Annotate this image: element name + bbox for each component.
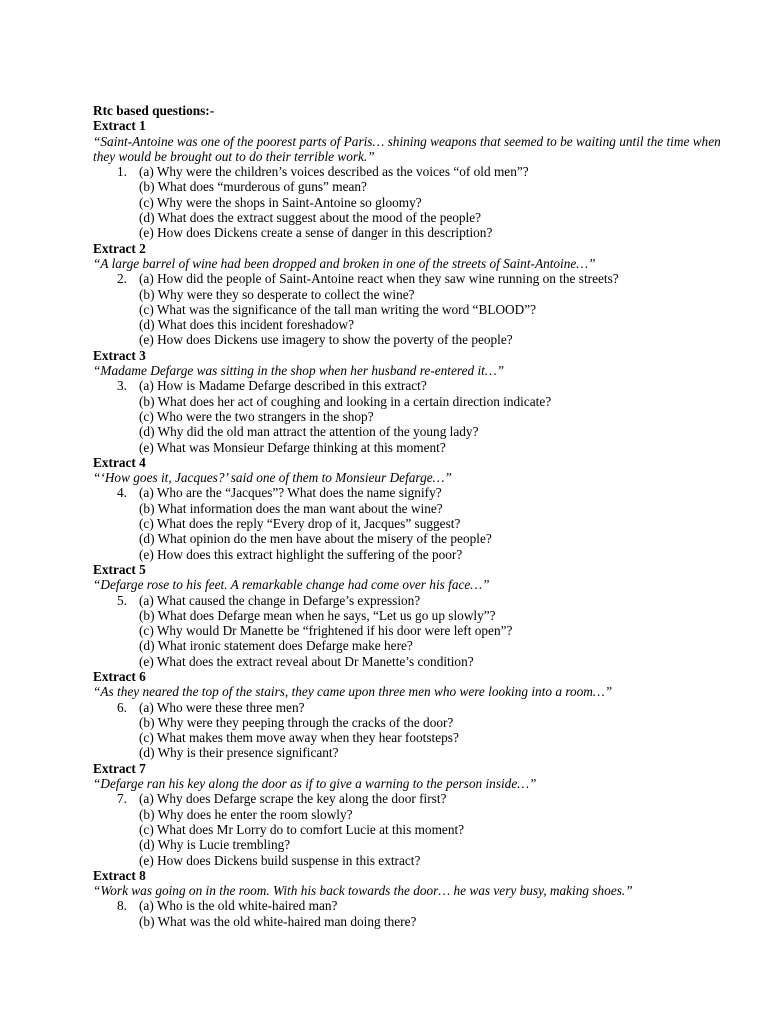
question-list — [93, 271, 723, 347]
question-text: (a) How is Madame Defarge described in this extract? — [139, 378, 427, 394]
question-number: 3. — [117, 378, 127, 394]
question-item — [93, 225, 723, 240]
extract-quote: “As they neared the top of the stairs, they came upon three men who were looking into a room…” — [93, 684, 613, 700]
question-list — [93, 378, 723, 454]
question-number: 7. — [117, 791, 127, 807]
question-list — [93, 791, 723, 867]
question-item — [93, 914, 723, 929]
question-text: (d) Why did the old man attract the attention of the young lady? — [139, 424, 479, 440]
question-item — [93, 195, 723, 210]
question-text: (a) What caused the change in Defarge’s expression? — [139, 592, 421, 608]
question-text: (b) What was the old white-haired man doing there? — [139, 913, 417, 929]
question-number-cell — [93, 654, 139, 669]
question-text: (e) What was Monsieur Defarge thinking at this moment? — [139, 439, 446, 455]
question-item — [93, 485, 723, 500]
question-text: (b) What does her act of coughing and looking in a certain direction indicate? — [139, 393, 552, 409]
question-item — [93, 898, 723, 913]
question-item — [93, 730, 723, 745]
question-item — [93, 853, 723, 868]
question-item — [93, 164, 723, 179]
question-item — [93, 179, 723, 194]
question-text: (d) Why is Lucie trembling? — [139, 837, 291, 853]
question-item — [93, 378, 723, 393]
question-item — [93, 593, 723, 608]
question-number-cell — [93, 715, 139, 730]
extract-section — [93, 761, 723, 868]
question-item — [93, 210, 723, 225]
question-text: (c) What does Mr Lorry do to comfort Lucie at this moment? — [139, 821, 465, 837]
question-item — [93, 287, 723, 302]
question-text: (b) What does Defarge mean when he says, “Let us go up slowly”? — [139, 607, 496, 623]
question-text: (b) Why were they peeping through the cracks of the door? — [139, 714, 454, 730]
question-text: (d) What ironic statement does Defarge make here? — [139, 638, 413, 654]
question-number-cell — [93, 271, 139, 286]
question-number-cell — [93, 195, 139, 210]
question-number-cell — [93, 853, 139, 868]
extract-section — [93, 118, 723, 240]
extract-quote: “Defarge ran his key along the door as if to give a warning to the person inside…” — [93, 776, 537, 792]
question-number-cell — [93, 317, 139, 332]
question-number-cell — [93, 501, 139, 516]
extract-heading: Extract 5 — [93, 561, 146, 577]
question-text: (d) What does this incident foreshadow? — [139, 317, 355, 333]
question-number-cell — [93, 623, 139, 638]
question-item — [93, 424, 723, 439]
extract-quote: “‘How goes it, Jacques?’ said one of them to Monsieur Defarge…” — [93, 470, 452, 486]
question-text: (e) How does this extract highlight the suffering of the poor? — [139, 546, 463, 562]
question-number-cell — [93, 547, 139, 562]
question-list — [93, 898, 723, 929]
question-text: (d) What does the extract suggest about the mood of the people? — [139, 210, 482, 226]
question-number: 4. — [117, 485, 127, 501]
question-text: (a) Who is the old white-haired man? — [139, 898, 338, 914]
question-number-cell — [93, 700, 139, 715]
extract-quote: “Work was going on in the room. With his back towards the door… he was very busy, making shoes.” — [93, 883, 633, 899]
question-text: (a) How did the people of Saint-Antoine react when they saw wine running on the streets? — [139, 271, 619, 287]
question-item — [93, 547, 723, 562]
question-item — [93, 516, 723, 531]
question-number-cell — [93, 225, 139, 240]
question-number-cell — [93, 593, 139, 608]
question-list — [93, 164, 723, 240]
question-number: 1. — [117, 164, 127, 180]
question-number-cell — [93, 898, 139, 913]
extract-section — [93, 669, 723, 761]
extract-quote: “Madame Defarge was sitting in the shop when her husband re-entered it…” — [93, 363, 505, 379]
question-number: 8. — [117, 898, 127, 914]
question-item — [93, 332, 723, 347]
question-number-cell — [93, 516, 139, 531]
question-item — [93, 745, 723, 760]
extract-quote: “Defarge rose to his feet. A remarkable change had come over his face…” — [93, 577, 490, 593]
document-title: Rtc based questions:- — [93, 103, 215, 118]
question-number-cell — [93, 822, 139, 837]
question-number: 6. — [117, 699, 127, 715]
question-item — [93, 715, 723, 730]
question-number-cell — [93, 485, 139, 500]
question-item — [93, 654, 723, 669]
question-item — [93, 440, 723, 455]
question-number-cell — [93, 440, 139, 455]
question-text: (b) Why does he enter the room slowly? — [139, 806, 353, 822]
question-text: (e) How does Dickens use imagery to show the poverty of the people? — [139, 332, 513, 348]
question-text: (c) What makes them move away when they hear footsteps? — [139, 730, 459, 746]
question-text: (e) What does the extract reveal about Dr Manette’s condition? — [139, 653, 474, 669]
question-item — [93, 623, 723, 638]
question-item — [93, 700, 723, 715]
extract-section — [93, 455, 723, 562]
question-item — [93, 409, 723, 424]
question-item — [93, 791, 723, 806]
extract-section — [93, 348, 723, 455]
extract-quote: “A large barrel of wine had been dropped and broken in one of the streets of Saint-Antoine…” — [93, 255, 596, 271]
question-text: (b) What information does the man want about the wine? — [139, 500, 443, 516]
question-number-cell — [93, 179, 139, 194]
question-item — [93, 317, 723, 332]
question-text: (d) What opinion do the men have about the misery of the people? — [139, 531, 492, 547]
question-text: (b) What does “murderous of guns” mean? — [139, 179, 367, 195]
question-number-cell — [93, 210, 139, 225]
question-item — [93, 638, 723, 653]
question-number-cell — [93, 807, 139, 822]
question-number: 5. — [117, 592, 127, 608]
question-item — [93, 271, 723, 286]
extract-heading: Extract 4 — [93, 454, 146, 470]
question-item — [93, 302, 723, 317]
question-number-cell — [93, 302, 139, 317]
question-text: (a) Who were these three men? — [139, 699, 305, 715]
question-number-cell — [93, 409, 139, 424]
question-number-cell — [93, 164, 139, 179]
question-text: (c) What was the significance of the tall man writing the word “BLOOD”? — [139, 301, 537, 317]
question-text: (c) Who were the two strangers in the shop? — [139, 408, 374, 424]
question-text: (a) Why were the children’s voices described as the voices “of old men”? — [139, 164, 529, 180]
question-item — [93, 394, 723, 409]
question-number-cell — [93, 531, 139, 546]
extract-section — [93, 562, 723, 669]
question-number-cell — [93, 745, 139, 760]
question-number: 2. — [117, 271, 127, 287]
question-text: (c) Why would Dr Manette be “frightened if his door were left open”? — [139, 623, 513, 639]
question-list — [93, 593, 723, 669]
question-text: (a) Who are the “Jacques”? What does the name signify? — [139, 485, 442, 501]
question-item — [93, 608, 723, 623]
question-text: (b) Why were they so desperate to collect the wine? — [139, 286, 415, 302]
question-number-cell — [93, 332, 139, 347]
question-text: (c) What does the reply “Every drop of it, Jacques” suggest? — [139, 516, 461, 532]
question-number-cell — [93, 730, 139, 745]
question-text: (e) How does Dickens build suspense in this extract? — [139, 852, 421, 868]
extract-list — [93, 118, 723, 929]
question-item — [93, 807, 723, 822]
question-item — [93, 822, 723, 837]
document-page — [93, 103, 723, 929]
question-text: (d) Why is their presence significant? — [139, 745, 339, 761]
extract-heading: Extract 8 — [93, 867, 146, 883]
extract-section — [93, 241, 723, 348]
question-number-cell — [93, 287, 139, 302]
extract-heading: Extract 1 — [93, 118, 146, 134]
question-item — [93, 501, 723, 516]
extract-quote: “Saint-Antoine was one of the poorest parts of Paris… shining weapons that seemed to be waiting until the time when they would be brought out to do their terrible work.” — [93, 133, 721, 164]
question-number-cell — [93, 791, 139, 806]
question-item — [93, 837, 723, 852]
question-number-cell — [93, 608, 139, 623]
question-list — [93, 485, 723, 561]
question-item — [93, 531, 723, 546]
extract-section — [93, 868, 723, 929]
extract-heading: Extract 2 — [93, 240, 146, 256]
question-number-cell — [93, 394, 139, 409]
question-text: (c) Why were the shops in Saint-Antoine so gloomy? — [139, 194, 422, 210]
question-number-cell — [93, 837, 139, 852]
extract-heading: Extract 6 — [93, 668, 146, 684]
question-text: (a) Why does Defarge scrape the key along the door first? — [139, 791, 447, 807]
extract-heading: Extract 3 — [93, 347, 146, 363]
question-list — [93, 700, 723, 761]
question-number-cell — [93, 424, 139, 439]
question-number-cell — [93, 914, 139, 929]
extract-heading: Extract 7 — [93, 760, 146, 776]
question-text: (e) How does Dickens create a sense of danger in this description? — [139, 225, 493, 241]
question-number-cell — [93, 378, 139, 393]
question-number-cell — [93, 638, 139, 653]
